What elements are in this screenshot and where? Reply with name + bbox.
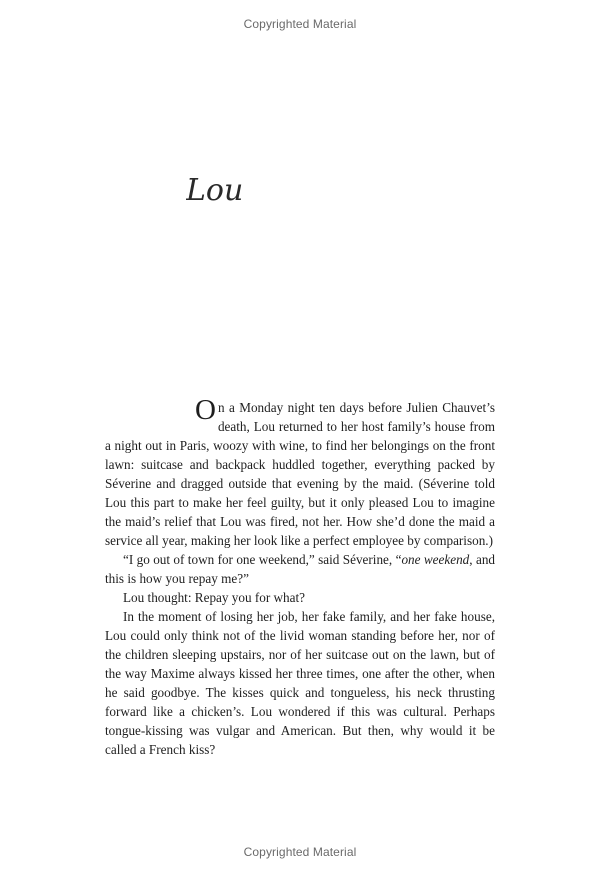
copyright-watermark-bottom: Copyrighted Material (243, 845, 357, 859)
copyright-watermark-top: Copyrighted Material (243, 17, 357, 31)
drop-cap: O (195, 394, 216, 426)
paragraph-1-text: n a Monday night ten days before Julien Chauvet’s death, Lou returned to her host family’s house from a night out in Paris, woozy with wine, to find her belongings on the front lawn: suitcase and backpack huddled together, everything packed by Séverine and dragged outside that evening by the maid. (Séverine told Lou this part to make her feel guilty, but it only pleased Lou to imagine the maid’s relief that Lou was fired, not her. How she’d done the maid a service all year, making her look like a perfect employee by comparison.) (105, 400, 495, 548)
paragraph-3: Lou thought: Repay you for what? (123, 590, 306, 605)
paragraph-4: In the moment of losing her job, her fake family, and her fake house, Lou could only think not of the livid woman standing before her, nor of the children sleeping upstairs, nor of her suitcase out on the lawn, but of the way Maxime always kissed her three times, one after the other, when he said goodbye. The kisses quick and tongueless, his neck thrusting forward like a chicken’s. Lou wondered if this was cultural. Perhaps tongue-kissing was vulgar and American. But then, why would it be called a French kiss? (105, 609, 495, 757)
paragraph-1 (105, 394, 495, 550)
chapter-title (186, 160, 266, 210)
paragraph-2-emphasis: one weekend (401, 552, 470, 567)
body-text (105, 394, 496, 759)
chapter-title-script (186, 160, 266, 210)
paragraph-2-text-a: “I go out of town for one weekend,” said Séverine, “ (123, 552, 402, 567)
paragraph-2 (105, 550, 495, 588)
chapter-title-text: Lou (186, 173, 244, 208)
paragraph-2-text-b: , and this is how you repay me?” (105, 552, 496, 586)
